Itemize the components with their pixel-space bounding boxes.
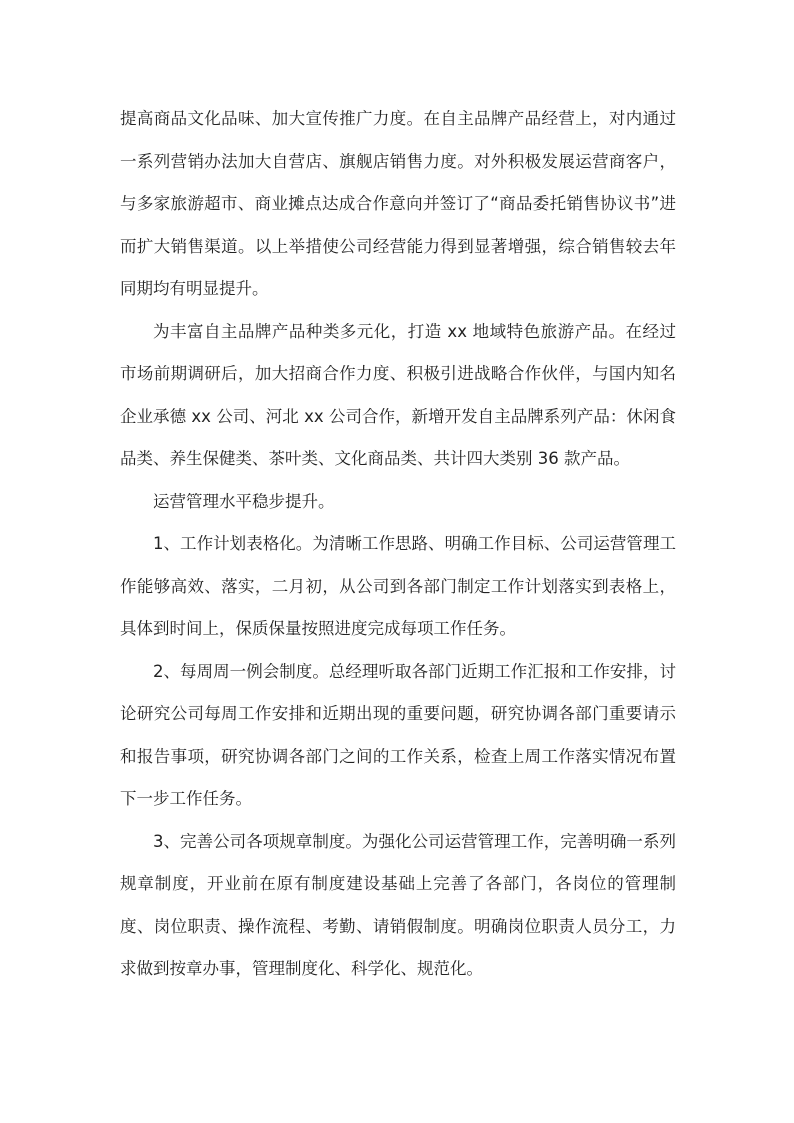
paragraph-product-diversification: 为丰富自主品牌产品种类多元化，打造 xx 地域特色旅游产品。在经过市场前期调研后，加大招商合作力度、积极引进战略合作伙伴，与国内知名企业承德 xx 公司、河北 xx 公司合作，新增开发自主品牌系列产品：休闲食品类、养生保健类、茶叶类、文化商品类、共计四大类别 36 款产品。: [120, 321, 676, 468]
document-body: [120, 98, 676, 991]
paragraph-item-3-regulations: 3、完善公司各项规章制度。为强化公司运营管理工作，完善明确一系列规章制度，开业前在原有制度建设基础上完善了各部门，各岗位的管理制度、岗位职责、操作流程、考勤、请销假制度。明确岗位职责人员分工，力求做到按章办事，管理制度化、科学化、规范化。: [120, 831, 676, 978]
paragraph-sales-channels: 提高商品文化品味、加大宣传推广力度。在自主品牌产品经营上，对内通过一系列营销办法加大自营店、旗舰店销售力度。对外积极发展运营商客户，与多家旅游超市、商业摊点达成合作意向并签订了“商品委托销售协议书”进而扩大销售渠道。以上举措使公司经营能力得到显著增强，综合销售较去年同期均有明显提升。: [120, 109, 676, 298]
paragraph-item-2-weekly-meeting: 2、每周周一例会制度。总经理听取各部门近期工作汇报和工作安排，讨论研究公司每周工作安排和近期出现的重要问题，研究协调各部门重要请示和报告事项，研究协调各部门之间的工作关系，检查上周工作落实情况布置下一步工作任务。: [120, 661, 676, 808]
paragraph-item-1-work-plan: 1、工作计划表格化。为清晰工作思路、明确工作目标、公司运营管理工作能够高效、落实，二月初，从公司到各部门制定工作计划落实到表格上，具体到时间上，保质保量按照进度完成每项工作任务。: [120, 534, 676, 638]
paragraph-operations-heading: 运营管理水平稳步提升。: [153, 491, 335, 511]
